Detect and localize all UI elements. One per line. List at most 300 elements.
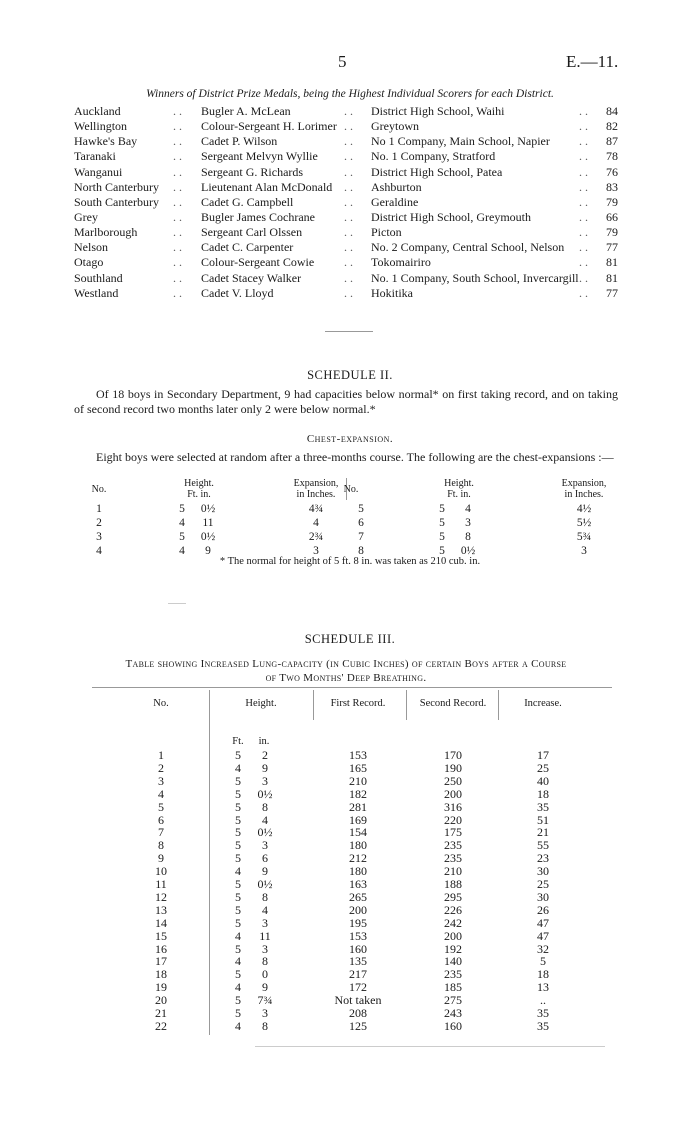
chest-height-in: 0½ <box>460 545 476 557</box>
increase: 21 <box>537 825 549 840</box>
first-record: 153 <box>349 928 367 943</box>
height-ft: 5 <box>235 799 241 814</box>
leader-dots: . . <box>173 194 182 209</box>
leader-dots: . . <box>579 270 588 285</box>
row-no: 11 <box>155 877 167 891</box>
height-in: 11 <box>259 928 271 943</box>
school: District High School, Waihi <box>371 104 505 118</box>
second-record: 190 <box>444 760 462 775</box>
leader-dots: . . <box>173 119 182 134</box>
footnote: * The normal for height of 5 ft. 8 in. was taken as 210 cub. in. <box>219 556 481 567</box>
first-record: 180 <box>349 838 367 853</box>
increase: 47 <box>537 928 549 943</box>
second-record: 243 <box>444 1006 462 1020</box>
increase: 40 <box>537 773 549 788</box>
winner-name: Cadet V. Lloyd <box>201 285 274 300</box>
school: No. 1 Company, Stratford <box>371 149 496 164</box>
chest-height-in: 3 <box>465 517 471 529</box>
score: 76 <box>606 164 618 179</box>
second-record: 220 <box>444 812 462 827</box>
header-ft-in: Ft. in. <box>187 489 211 500</box>
leader-dots: . . <box>173 225 182 240</box>
first-record: 208 <box>349 1006 367 1020</box>
second-record: 200 <box>444 928 462 943</box>
divider <box>325 331 373 332</box>
score: 77 <box>606 240 618 255</box>
chest-expansion-value: 2¾ <box>308 531 324 543</box>
divider-2 <box>168 603 186 604</box>
chest-no: 4 <box>96 545 102 557</box>
height-in: 3 <box>262 838 268 853</box>
leader-dots: . . <box>344 149 353 164</box>
chest-height-ft: 5 <box>439 517 445 529</box>
second-record: 295 <box>444 889 462 904</box>
table-row <box>116 801 586 814</box>
second-record: 235 <box>444 967 462 982</box>
row-no: 2 <box>158 760 164 775</box>
chest-height-ft: 5 <box>179 531 185 543</box>
caption-line-1: Table showing Increased Lung-capacity (in Cubic Inches) of certain Boys after a Course <box>125 658 567 670</box>
winner-row <box>74 240 618 255</box>
second-record: 235 <box>444 851 462 866</box>
chest-height-in: 0½ <box>200 531 216 543</box>
district: Wanganui <box>74 164 123 179</box>
height-in: 0½ <box>257 786 273 801</box>
height-ft: 5 <box>235 748 241 762</box>
header-in-inches-2: in Inches. <box>564 489 604 500</box>
row-no: 10 <box>155 864 167 879</box>
chest-no: 7 <box>358 531 364 543</box>
height-in: 3 <box>262 941 268 956</box>
winner-row <box>74 119 618 134</box>
height-ft: 5 <box>235 941 241 956</box>
leader-dots: . . <box>579 209 588 224</box>
page-number: 5 <box>338 52 347 71</box>
first-record: 154 <box>349 825 367 840</box>
winners-caption: Winners of District Prize Medals, being the Highest Individual Scorers for each District. <box>146 88 554 100</box>
second-record: 170 <box>444 748 462 762</box>
second-record: 140 <box>444 954 462 969</box>
leader-dots: . . <box>344 104 353 118</box>
score: 78 <box>606 149 618 164</box>
first-record: 217 <box>349 967 367 982</box>
row-no: 17 <box>155 954 167 969</box>
leader-dots: . . <box>173 134 182 149</box>
winner-name: Sergeant Carl Olssen <box>201 225 303 240</box>
increase: 47 <box>537 915 549 930</box>
first-record: 160 <box>349 941 367 956</box>
winner-name: Cadet Stacey Walker <box>201 270 302 285</box>
row-no: 5 <box>158 799 164 814</box>
chest-no: 8 <box>358 545 364 557</box>
chest-height-in: 4 <box>465 503 471 515</box>
schedule-3-title: SCHEDULE III. <box>304 632 396 646</box>
height-in: 0½ <box>257 825 273 840</box>
winner-name: Cadet P. Wilson <box>201 134 278 149</box>
row-no: 3 <box>158 773 164 788</box>
winner-name: Cadet G. Campbell <box>201 194 294 209</box>
school: No. 2 Company, Central School, Nelson <box>371 240 565 255</box>
leader-dots: . . <box>173 149 182 164</box>
second-record: 175 <box>444 825 462 840</box>
leader-dots: . . <box>579 104 588 118</box>
increase: 18 <box>537 967 549 982</box>
header-expansion-2: Expansion, <box>561 478 607 489</box>
increase: 17 <box>537 748 549 762</box>
chest-expansion-intro: Eight boys were selected at random after a three-months course. The following are the chest-expansions :— <box>96 450 614 464</box>
height-in: 4 <box>262 812 268 827</box>
leader-dots: . . <box>579 225 588 240</box>
winner-row <box>74 210 618 225</box>
table-row <box>116 775 586 788</box>
chest-height-ft: 4 <box>179 545 185 557</box>
chest-height-ft: 5 <box>439 531 445 543</box>
winner-row <box>74 286 618 301</box>
height-ft: 5 <box>235 773 241 788</box>
second-record: 242 <box>444 915 462 930</box>
school: District High School, Patea <box>371 164 503 179</box>
chest-expansion-title: Chest-expansion. <box>306 433 394 445</box>
height-ft: 4 <box>235 760 241 775</box>
height-in: 3 <box>262 773 268 788</box>
subheader-ft: Ft. <box>232 736 244 747</box>
winner-name: Lieutenant Alan McDonald <box>201 179 333 194</box>
score: 84 <box>606 104 618 118</box>
leader-dots: . . <box>173 240 182 255</box>
winner-name: Colour-Sergeant H. Lorimer <box>201 119 337 134</box>
winner-row <box>74 104 618 119</box>
increase: 55 <box>537 838 549 853</box>
school: Ashburton <box>371 179 422 194</box>
page-reference: E.—11. <box>566 52 619 71</box>
chest-expansion-value: 4 <box>313 517 319 529</box>
height-ft: 5 <box>235 1006 241 1020</box>
table-row <box>116 788 586 801</box>
height-in: 6 <box>262 851 268 866</box>
first-record: 135 <box>349 954 367 969</box>
winner-row <box>74 195 618 210</box>
increase: 51 <box>537 812 549 827</box>
winner-row <box>74 134 618 149</box>
first-record: 210 <box>349 773 367 788</box>
winners-table <box>74 104 618 301</box>
school: No 1 Company, Main School, Napier <box>371 134 550 149</box>
height-ft: 5 <box>235 889 241 904</box>
district: Wellington <box>74 119 128 134</box>
second-record: 235 <box>444 838 462 853</box>
district: Taranaki <box>74 149 116 164</box>
row-no: 18 <box>155 967 167 982</box>
leader-dots: . . <box>344 164 353 179</box>
score: 81 <box>606 270 618 285</box>
chest-expansion-value: 3 <box>581 545 587 557</box>
chest-height-ft: 4 <box>179 517 185 529</box>
chest-no: 3 <box>96 531 102 543</box>
height-ft: 5 <box>235 786 241 801</box>
first-record: 281 <box>349 799 367 814</box>
second-record: 192 <box>444 941 462 956</box>
chest-no: 2 <box>96 517 102 529</box>
leader-dots: . . <box>173 255 182 270</box>
leader-dots: . . <box>344 285 353 300</box>
caption-line-2: of Two Months' Deep Breathing. <box>265 672 427 684</box>
second-record: 316 <box>444 799 462 814</box>
chest-no: 1 <box>96 503 102 515</box>
column-rule <box>406 690 407 720</box>
schedule-3-caption <box>74 657 618 685</box>
row-no: 9 <box>158 851 164 866</box>
height-ft: 5 <box>235 851 241 866</box>
winner-row <box>74 271 618 286</box>
increase: 32 <box>537 941 549 956</box>
table-row <box>116 917 586 930</box>
district: Hawke's Bay <box>74 134 138 149</box>
chest-height-in: 9 <box>205 545 211 557</box>
increase: 35 <box>537 1018 549 1033</box>
district: North Canterbury <box>74 179 159 194</box>
second-record: 185 <box>444 980 462 995</box>
score: 66 <box>606 209 618 224</box>
district: South Canterbury <box>74 194 159 209</box>
leader-dots: . . <box>344 194 353 209</box>
winner-name: Sergeant Melvyn Wyllie <box>201 149 318 164</box>
district: Southland <box>74 270 123 285</box>
height-ft: 5 <box>235 812 241 827</box>
leader-dots: . . <box>579 179 588 194</box>
row-no: 22 <box>155 1018 167 1033</box>
first-record: Not taken <box>334 993 382 1008</box>
leader-dots: . . <box>344 270 353 285</box>
first-record: 180 <box>349 864 367 879</box>
table-row <box>116 930 586 943</box>
subheader-in: in. <box>258 736 270 747</box>
row-no: 6 <box>158 812 164 827</box>
leader-dots: . . <box>579 285 588 300</box>
score: 79 <box>606 225 618 240</box>
height-in: 3 <box>262 1006 268 1020</box>
leader-dots: . . <box>344 225 353 240</box>
height-ft: 5 <box>235 915 241 930</box>
leader-dots: . . <box>579 134 588 149</box>
chest-height-in: 8 <box>465 531 471 543</box>
school: Picton <box>371 225 402 240</box>
first-record: 163 <box>349 877 367 891</box>
row-no: 12 <box>155 889 167 904</box>
second-record: 250 <box>444 773 462 788</box>
first-record: 172 <box>349 980 367 995</box>
leader-dots: . . <box>579 240 588 255</box>
header-height: Height. <box>245 698 277 709</box>
score: 87 <box>606 134 618 149</box>
school: Hokitika <box>371 285 413 300</box>
district: Grey <box>74 209 98 224</box>
increase: 23 <box>537 851 549 866</box>
first-record: 195 <box>349 915 367 930</box>
district: Marlborough <box>74 225 138 240</box>
increase: 13 <box>537 980 549 995</box>
column-rule <box>313 690 314 720</box>
leader-dots: . . <box>344 134 353 149</box>
header-first-record: First Record. <box>330 698 386 709</box>
chest-expansion-value: 4¾ <box>308 503 324 515</box>
winner-row <box>74 180 618 195</box>
first-record: 125 <box>349 1018 367 1033</box>
height-in: 9 <box>262 864 268 879</box>
winner-row <box>74 225 618 240</box>
first-record: 212 <box>349 851 367 866</box>
first-record: 165 <box>349 760 367 775</box>
height-in: 9 <box>262 760 268 775</box>
leader-dots: . . <box>344 240 353 255</box>
increase: .. <box>540 993 546 1008</box>
first-record: 169 <box>349 812 367 827</box>
district: Otago <box>74 255 104 270</box>
height-ft: 4 <box>235 980 241 995</box>
district: Nelson <box>74 240 108 255</box>
height-ft: 5 <box>235 902 241 917</box>
winner-name: Cadet C. Carpenter <box>201 240 294 255</box>
score: 82 <box>606 119 618 134</box>
leader-dots: . . <box>173 164 182 179</box>
chest-no: 6 <box>358 517 364 529</box>
chest-expansion-value: 3 <box>313 545 319 557</box>
winner-row <box>74 149 618 164</box>
score: 83 <box>606 179 618 194</box>
second-record: 160 <box>444 1018 462 1033</box>
height-in: 0½ <box>257 877 273 891</box>
chest-height-ft: 5 <box>439 545 445 557</box>
leader-dots: . . <box>173 285 182 300</box>
table-row <box>116 904 586 917</box>
height-in: 4 <box>262 902 268 917</box>
increase: 35 <box>537 799 549 814</box>
height-in: 0 <box>262 967 268 982</box>
height-ft: 4 <box>235 954 241 969</box>
row-no: 8 <box>158 838 164 853</box>
table-row <box>116 762 586 775</box>
school: Geraldine <box>371 194 419 209</box>
school: Tokomairiro <box>371 255 431 270</box>
header-in-inches: in Inches. <box>296 489 336 500</box>
schedule-2-paragraph: Of 18 boys in Secondary Department, 9 had capacities below normal* on first taking record, and on taking of second record two months later only 2 were below normal.* <box>74 387 618 416</box>
height-ft: 5 <box>235 877 241 891</box>
table-row <box>116 878 586 891</box>
height-ft: 5 <box>235 967 241 982</box>
score: 81 <box>606 255 618 270</box>
table-row <box>116 749 586 762</box>
second-record: 188 <box>444 877 462 891</box>
table-top-rule <box>92 687 612 688</box>
chest-expansion-value: 4½ <box>576 503 592 515</box>
chest-no: 5 <box>358 503 364 515</box>
schedule-2-title: SCHEDULE II. <box>307 368 393 382</box>
row-no: 13 <box>155 902 167 917</box>
row-no: 16 <box>155 941 167 956</box>
table-bottom-rule <box>255 1046 605 1047</box>
leader-dots: . . <box>579 255 588 270</box>
height-in: 9 <box>262 980 268 995</box>
winner-row <box>74 255 618 270</box>
second-record: 200 <box>444 786 462 801</box>
height-ft: 5 <box>235 993 241 1008</box>
leader-dots: . . <box>579 164 588 179</box>
table-row <box>116 891 586 904</box>
first-record: 200 <box>349 902 367 917</box>
leader-dots: . . <box>344 179 353 194</box>
first-record: 265 <box>349 889 367 904</box>
header-height: Height. <box>184 478 214 489</box>
row-no: 19 <box>155 980 167 995</box>
chest-height-in: 11 <box>202 517 214 529</box>
header-no-2: No. <box>343 484 359 495</box>
height-ft: 5 <box>235 838 241 853</box>
row-no: 21 <box>155 1006 167 1020</box>
header-increase: Increase. <box>524 698 562 709</box>
increase: 26 <box>537 902 549 917</box>
leader-dots: . . <box>579 149 588 164</box>
winner-name: Sergeant G. Richards <box>201 164 304 179</box>
winner-name: Colour-Sergeant Cowie <box>201 255 315 270</box>
header-no: No. <box>153 698 169 709</box>
leader-dots: . . <box>173 270 182 285</box>
height-ft: 4 <box>235 1018 241 1033</box>
second-record: 210 <box>444 864 462 879</box>
row-no: 1 <box>158 748 164 762</box>
height-in: 8 <box>262 954 268 969</box>
height-in: 8 <box>262 1018 268 1033</box>
increase: 25 <box>537 877 549 891</box>
height-ft: 4 <box>235 928 241 943</box>
second-record: 275 <box>444 993 462 1008</box>
chest-expansion-value: 5½ <box>576 517 592 529</box>
school: No. 1 Company, South School, Invercargill <box>371 270 579 285</box>
increase: 25 <box>537 760 549 775</box>
first-record: 182 <box>349 786 367 801</box>
height-in: 2 <box>262 748 268 762</box>
increase: 30 <box>537 864 549 879</box>
header-no: No. <box>91 484 107 495</box>
height-ft: 4 <box>235 864 241 879</box>
leader-dots: . . <box>579 194 588 209</box>
header-second-record: Second Record. <box>419 698 487 709</box>
score: 77 <box>606 285 618 300</box>
leader-dots: . . <box>173 104 182 118</box>
winner-name: Bugler James Cochrane <box>201 209 315 224</box>
header-expansion: Expansion, <box>293 478 339 489</box>
winner-row <box>74 165 618 180</box>
leader-dots: . . <box>579 119 588 134</box>
row-no: 15 <box>155 928 167 943</box>
district: Auckland <box>74 104 121 118</box>
leader-dots: . . <box>344 255 353 270</box>
column-rule <box>498 690 499 720</box>
leader-dots: . . <box>173 179 182 194</box>
district: Westland <box>74 285 119 300</box>
row-no: 20 <box>155 993 167 1008</box>
height-in: 8 <box>262 889 268 904</box>
header-ft-in-2: Ft. in. <box>447 489 471 500</box>
chest-height-ft: 5 <box>439 503 445 515</box>
leader-dots: . . <box>173 209 182 224</box>
chest-expansion-value: 5¾ <box>576 531 592 543</box>
table-row <box>116 1020 586 1033</box>
increase: 35 <box>537 1006 549 1020</box>
row-no: 4 <box>158 786 164 801</box>
increase: 5 <box>540 954 546 969</box>
increase: 18 <box>537 786 549 801</box>
leader-dots: . . <box>344 119 353 134</box>
school: District High School, Greymouth <box>371 209 531 224</box>
